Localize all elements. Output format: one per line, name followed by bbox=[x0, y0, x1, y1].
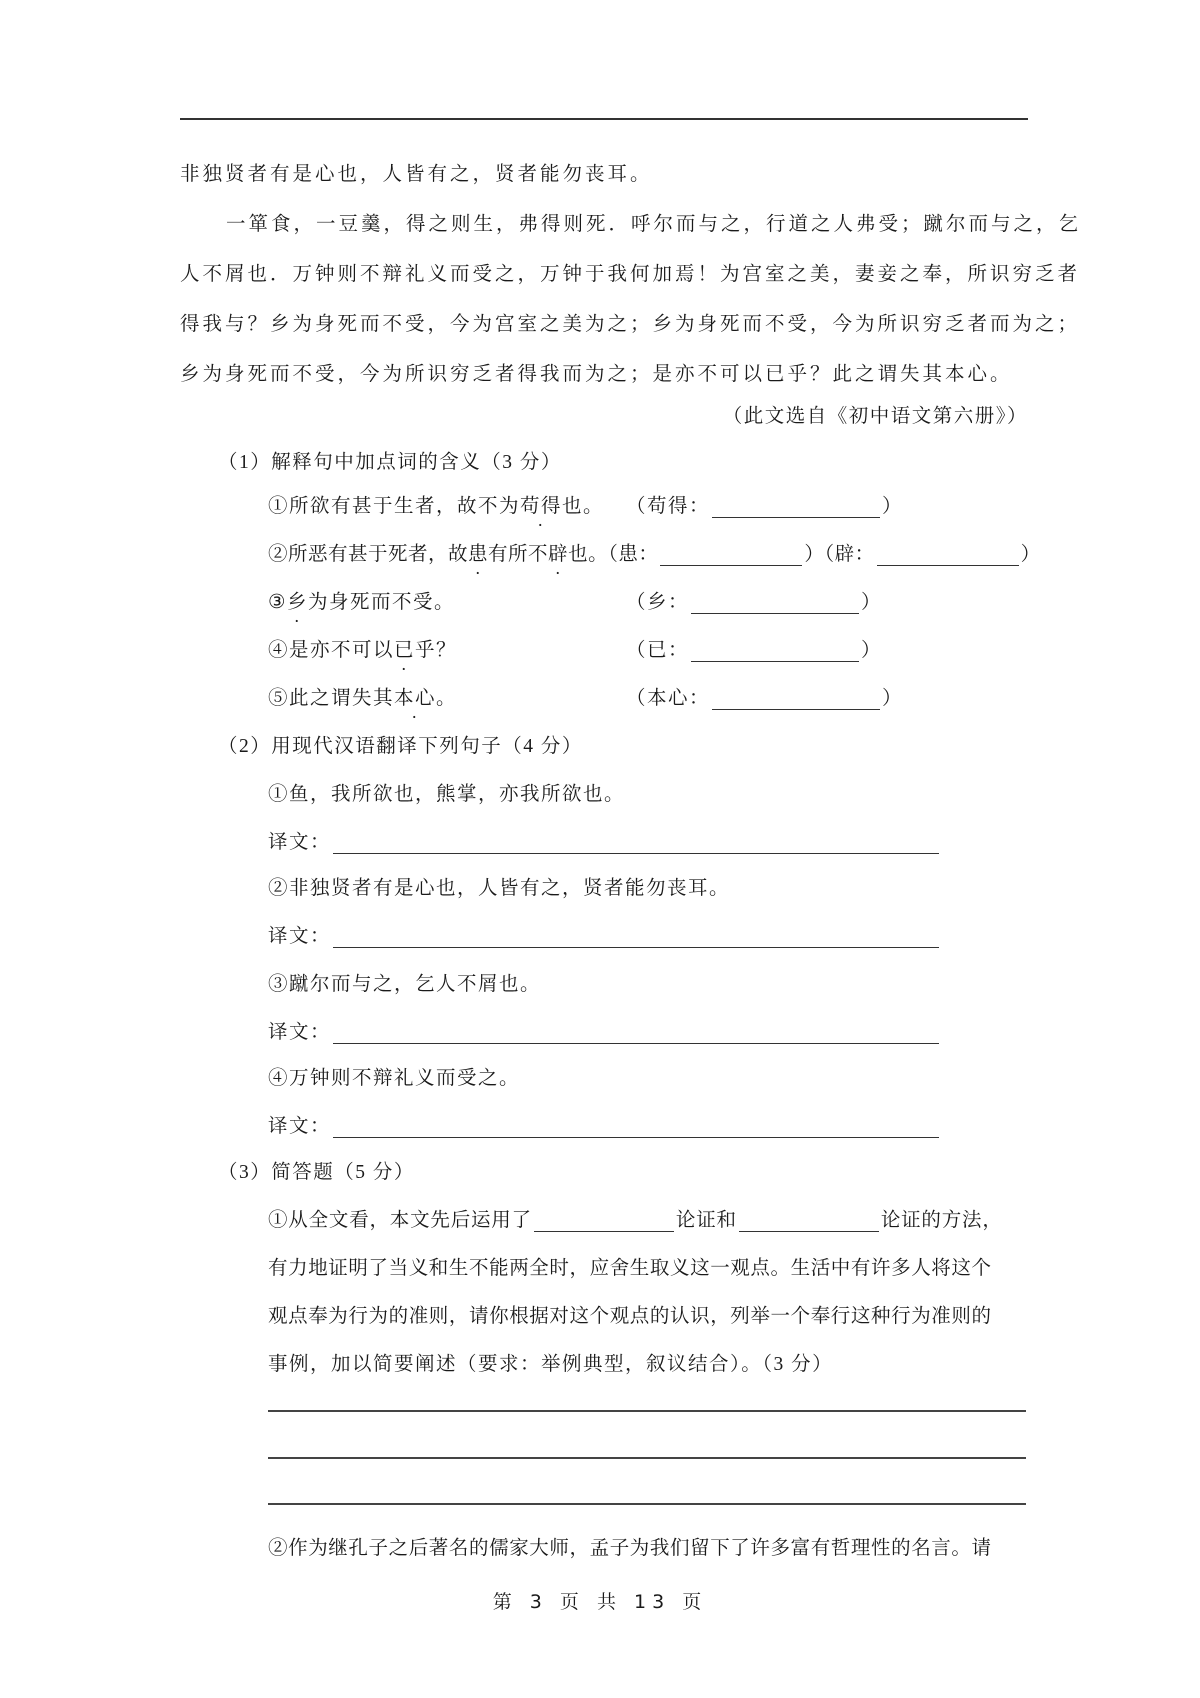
q2-sentence-4: ④万钟则不辩礼义而受之。 bbox=[268, 1068, 521, 1089]
q2-sentence-2: ②非独贤者有是心也，人皆有之，贤者能勿丧耳。 bbox=[268, 878, 731, 899]
q1-answer-1 bbox=[626, 490, 903, 518]
answer-line[interactable] bbox=[268, 1503, 1026, 1505]
q1-item-1 bbox=[268, 490, 604, 518]
page-number-footer: 第 3 页 共 13 页 bbox=[492, 1591, 708, 1613]
answer-close: ） bbox=[861, 640, 883, 661]
q1-answer-3 bbox=[626, 586, 882, 614]
argument-blank-1[interactable] bbox=[534, 1211, 674, 1232]
answer-close: ） bbox=[1020, 544, 1041, 565]
q1-item-text: ④是亦不可以 bbox=[268, 640, 395, 661]
argument-blank-2[interactable] bbox=[739, 1211, 879, 1232]
translation-label: 译文： bbox=[268, 832, 332, 853]
q1-item-5 bbox=[268, 682, 457, 710]
answer-label: （苟得： bbox=[626, 496, 711, 517]
q2-translation-1 bbox=[268, 826, 941, 854]
passage-source: （此文选自《初中语文第六册》） bbox=[722, 406, 1028, 427]
answer-blank[interactable] bbox=[877, 545, 1019, 566]
answer-blank[interactable] bbox=[691, 593, 859, 614]
passage-line: 乡为身死而不受，今为所识穷乏者得我而为之；是亦不可以已乎？此之谓失其本心。 bbox=[180, 362, 1013, 385]
passage-line: 非独贤者有是心也，人皆有之，贤者能勿丧耳。 bbox=[180, 162, 653, 185]
q2-translation-4 bbox=[268, 1110, 941, 1138]
q1-item-text: ③ bbox=[268, 592, 287, 613]
q2-translation-3 bbox=[268, 1016, 941, 1044]
translation-label: 译文： bbox=[268, 1116, 332, 1137]
q1-item-text: 也。 bbox=[562, 496, 605, 517]
answer-close: ） bbox=[804, 544, 825, 565]
passage-line: 一箪食，一豆羹，得之则生，弗得则死．呼尔而与之，行道之人弗受；蹴尔而与之，乞 bbox=[226, 212, 1082, 235]
answer-label: （辟： bbox=[824, 544, 875, 565]
q2-sentence-3: ③蹴尔而与之，乞人不屑也。 bbox=[268, 974, 542, 995]
q1-answer-5 bbox=[626, 682, 903, 710]
question-1-title: （1）解释句中加点词的含义（3 分） bbox=[218, 452, 562, 473]
q3-text: ①从全文看，本文先后运用了 bbox=[268, 1210, 532, 1231]
q3-text: 论证的方法， bbox=[880, 1210, 1003, 1231]
q3-item-1-line-2: 有力地证明了当义和生不能两全时，应舍生取义这一观点。生活中有许多人将这个 bbox=[268, 1258, 992, 1279]
dotted-word: 患 bbox=[468, 544, 489, 565]
passage-line: 得我与？乡为身死而不受，今为宫室之美为之；乡为身死而不受，今为所识穷乏者而为之； bbox=[180, 312, 1081, 335]
q1-item-text: 有所不 bbox=[488, 544, 549, 565]
q1-item-4 bbox=[268, 634, 457, 662]
q3-item-1-line-1 bbox=[268, 1204, 1003, 1232]
q3-text: 论证和 bbox=[675, 1210, 737, 1231]
q1-item-text: ②所恶有甚于死者，故 bbox=[268, 544, 469, 565]
answer-label: （乡： bbox=[626, 592, 690, 613]
q1-item-text: ⑤此之谓失其 bbox=[268, 688, 395, 709]
question-3-title: （3）简答题（5 分） bbox=[218, 1162, 415, 1183]
answer-label: （已： bbox=[626, 640, 690, 661]
dotted-word: 乡 bbox=[286, 592, 308, 613]
answer-close: ） bbox=[861, 592, 883, 613]
answer-label: （本心： bbox=[626, 688, 711, 709]
dotted-word: 辟 bbox=[548, 544, 569, 565]
q3-item-2: ②作为继孔子之后著名的儒家大师，孟子为我们留下了许多富有哲理性的名言。请 bbox=[268, 1538, 992, 1559]
translation-blank[interactable] bbox=[333, 927, 939, 948]
q2-sentence-1: ①鱼，我所欲也，熊掌，亦我所欲也。 bbox=[268, 784, 626, 805]
q1-item-2 bbox=[268, 538, 1041, 566]
answer-blank[interactable] bbox=[712, 497, 880, 518]
q1-item-text: 。 bbox=[436, 688, 458, 709]
answer-blank[interactable] bbox=[712, 689, 880, 710]
answer-blank[interactable] bbox=[691, 641, 859, 662]
dotted-word: 本心 bbox=[394, 688, 437, 709]
passage-line: 人不屑也．万钟则不辩礼义而受之，万钟于我何加焉！为宫室之美，妻妾之奉，所识穷乏者 bbox=[180, 262, 1081, 285]
answer-line[interactable] bbox=[268, 1457, 1026, 1459]
dotted-word: 已 bbox=[394, 640, 416, 661]
answer-line[interactable] bbox=[268, 1410, 1026, 1412]
answer-close: ） bbox=[882, 496, 904, 517]
header-rule bbox=[180, 118, 1028, 120]
q3-item-1-line-4: 事例，加以简要阐述（要求：举例典型，叙议结合）。（3 分） bbox=[268, 1354, 834, 1375]
answer-close: ） bbox=[882, 688, 904, 709]
translation-label: 译文： bbox=[268, 1022, 332, 1043]
question-2-title: （2）用现代汉语翻译下列句子（4 分） bbox=[218, 736, 583, 757]
q1-item-text: 乎？ bbox=[415, 640, 458, 661]
q1-item-text: ①所欲有甚于生者，故不为 bbox=[268, 496, 521, 517]
q2-translation-2 bbox=[268, 920, 941, 948]
dotted-word: 苟得 bbox=[520, 496, 563, 517]
q1-item-text: 也。 bbox=[568, 544, 609, 565]
answer-label: （患： bbox=[608, 544, 659, 565]
answer-blank[interactable] bbox=[660, 545, 802, 566]
translation-blank[interactable] bbox=[333, 833, 939, 854]
q1-answer-4 bbox=[626, 634, 882, 662]
q1-item-3 bbox=[268, 586, 455, 614]
translation-label: 译文： bbox=[268, 926, 332, 947]
translation-blank[interactable] bbox=[333, 1023, 939, 1044]
q1-item-text: 为身死而不受。 bbox=[308, 592, 456, 613]
translation-blank[interactable] bbox=[333, 1117, 939, 1138]
q3-item-1-line-3: 观点奉为行为的准则，请你根据对这个观点的认识，列举一个奉行这种行为准则的 bbox=[268, 1306, 992, 1327]
